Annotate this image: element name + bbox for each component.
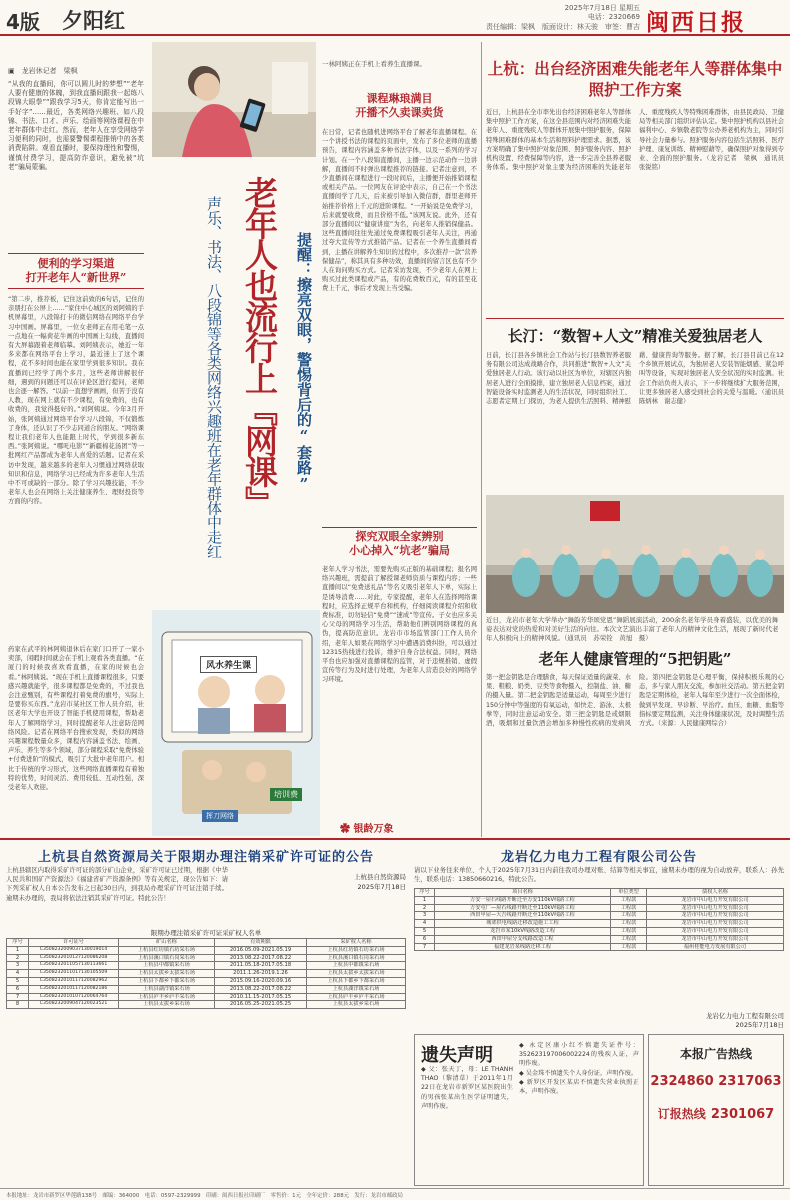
mid-subhead-box bbox=[322, 92, 477, 128]
ad1-signature: 上杭县自然资源局 2025年7月18日 bbox=[354, 873, 406, 891]
table-cell: 2010.11.15-2017.05.15 bbox=[215, 993, 307, 1001]
table-row bbox=[7, 1001, 406, 1009]
table-cell: 龙岩市中山电力开发有限公司 bbox=[647, 904, 784, 912]
ad1-table bbox=[6, 938, 406, 1009]
ad1-body: 上杭县辖区内取得采矿许可证的部分矿山企业，采矿许可证已过期，根据《中华人民共和国矿产资源法》《福建省矿产资源条例》等有关规定，现公告如下：请下列采矿权人自本公告发布之日起30日内，到我局办理采矿许可证注销手续。逾期未办理的，我局将依法注销其采矿许可证。特此公告！ bbox=[6, 867, 228, 902]
ad4-title: 本报广告热线 bbox=[679, 1047, 752, 1061]
table-cell: 2011.05.18-2017.05.18 bbox=[215, 962, 307, 970]
table-cell: 1 bbox=[415, 896, 435, 904]
table-row bbox=[415, 920, 784, 928]
left-byline: ▣ 龙岩休记者 梁枫 bbox=[8, 67, 78, 75]
ad2-table-head bbox=[415, 889, 784, 897]
ad3-box bbox=[414, 1034, 644, 1186]
table-cell: 上杭县太拔乡太拔采石场 bbox=[307, 970, 406, 978]
ad1-table-title: 限期办理注销采矿许可证采矿权人名单 bbox=[150, 929, 262, 937]
table-row bbox=[7, 977, 406, 985]
table-cell: 龙岩市某10kV线路改造工程 bbox=[435, 927, 611, 935]
cartoon-label-feng: 风水养生课 bbox=[200, 656, 257, 673]
header-phone: 电话：2320669 bbox=[587, 13, 640, 21]
right-top-title: 上杭：出台经济困难失能老年人等群体集中照护工作方案 bbox=[487, 59, 783, 99]
table-row bbox=[7, 946, 406, 954]
table-cell: 上杭县红坊镇石坊采石场 bbox=[307, 946, 406, 954]
table-cell: 工程款 bbox=[611, 920, 647, 928]
ad1-col: 许可证号 bbox=[29, 939, 119, 947]
ad1-table-head bbox=[7, 939, 406, 947]
ad3-title: 遗失声明 bbox=[421, 1045, 493, 1066]
table-cell: 上杭县湖洋镇采石场 bbox=[307, 985, 406, 993]
page-header bbox=[0, 0, 790, 36]
table-row bbox=[415, 912, 784, 920]
table-cell: 上杭县庐丰乡庐丰采石场 bbox=[307, 993, 406, 1001]
ad2-col: 序号 bbox=[415, 889, 435, 897]
table-cell: 龙岩市中山电力开发有限公司 bbox=[647, 896, 784, 904]
table-cell: 上杭县湖洋镇采石场 bbox=[119, 985, 215, 993]
page-footer: 本报地址：龙岩市新罗区华莲路138号 邮编：364000 电话：0597-2329999 印刷：闽西日报社印刷厂 零售价：1元 全年定价：288元 发行：龙岩市邮政局 bbox=[0, 1188, 790, 1200]
ad4-box bbox=[648, 1034, 784, 1186]
cartoon-illustration bbox=[152, 610, 320, 836]
ad4-phones: 2324860 2317063 bbox=[650, 1074, 782, 1089]
table-cell: 上杭县溪口镇石岗采石场 bbox=[119, 954, 215, 962]
ad2-table bbox=[414, 888, 784, 951]
ad4-sub-phone: 2301067 bbox=[710, 1107, 775, 1122]
table-cell: 福州桂能电力发展有限公司 bbox=[647, 943, 784, 951]
table-cell: 上杭县红坊镇石坊采石场 bbox=[119, 946, 215, 954]
table-cell: C3508232010117120082186 bbox=[29, 985, 119, 993]
ad2-col: 项目名称 bbox=[435, 889, 611, 897]
table-cell: 龙岩市中山电力开发有限公司 bbox=[647, 935, 784, 943]
page-number: 4版 bbox=[6, 10, 40, 34]
table-cell: 工程款 bbox=[611, 943, 647, 951]
headline-main: 老年人也流行上『网课』 bbox=[240, 176, 279, 517]
table-cell: 2016.05.25-2021.05.25 bbox=[215, 1001, 307, 1009]
table-cell: 龙岩市中山电力开发有限公司 bbox=[647, 912, 784, 920]
ad1-title: 上杭县自然资源局关于限期办理注销采矿许可证的公告 bbox=[37, 850, 374, 865]
table-cell: 龙岩市中山电力开发有限公司 bbox=[647, 927, 784, 935]
table-row bbox=[415, 943, 784, 951]
table-cell: 4 bbox=[415, 920, 435, 928]
left-body-1: “第二步，推荐板，记住这前致的6句话，记住的亲朋打在公屏上……”家住中心城区的刘阿姨的手机屏幕里，八段锦打卡的微信网络在网络平台学习中国画。屏幕里，一位女老师正在用毛笔一点一点地在一幅荷花牛画的中国画上勾线，直播间有大屏幕跟着老师临摹。刘阿姨表示，她近一年多来都在网络平台上学习，最近迷上了这个课程，花不多时间也能在家里学到很多知识。我在直播间已经学了两个多月，这些老师讲解很仔细，遇到的问题还可以在评论区进行提问，老师也会逐一解答。“以前一直想学画画，但苦于没有人教，现在网上就有不少课程，有免费的，也有收费的，我觉得挺好的。”刘阿姨说。今年3月开始，张阿姨通过网络平台学习八段锦，不仅锻炼了身体，还认识了不少志同道合的朋友。“网络课程让我们老年人也能跟上时代，学到很多新东西。”张阿姨说。“哪吒电影”“新疆棉花汤团”等一批网红产品都成为老年人喜爱的话题。记者在采访中发现，越来越多的老年人习惯通过网络获取知识和信息，网络学习已经成为许多老年人生活中不可或缺的一部分。除了学习兴趣技能，不少老年人也会在网络上关注健康养生、理财投资等方面的内容。 bbox=[8, 296, 144, 506]
top-photo-caption-box bbox=[322, 60, 477, 69]
table-cell: 上杭县下都乡下都采石场 bbox=[307, 977, 406, 985]
top-photo bbox=[152, 42, 316, 157]
ad2-col: 单位类型 bbox=[611, 889, 647, 897]
table-cell: 上杭县溪口镇石岗采石场 bbox=[307, 954, 406, 962]
table-cell: C3508232010117120082962 bbox=[29, 977, 119, 985]
table-cell: 1 bbox=[7, 946, 29, 954]
table-row bbox=[415, 935, 784, 943]
table-cell: 万安一屋石线路开断迁至万安110kV线路工程 bbox=[435, 896, 611, 904]
ad1-col: 有效期限 bbox=[215, 939, 307, 947]
table-cell: 福建龙岩某线路迁移工程 bbox=[435, 943, 611, 951]
ad1-col: 采矿权人名称 bbox=[307, 939, 406, 947]
ad4-sub-line bbox=[649, 1103, 783, 1122]
table-cell: 2011.1.26-2019.1.26 bbox=[215, 970, 307, 978]
table-row bbox=[7, 993, 406, 1001]
table-cell: 5 bbox=[415, 927, 435, 935]
table-cell: 西田甲屋分支线路改造工程 bbox=[435, 935, 611, 943]
ad2-title: 龙岩亿力电力工程有限公司公告 bbox=[500, 850, 697, 865]
left-subhead-box bbox=[8, 253, 144, 289]
table-cell: 2 bbox=[415, 904, 435, 912]
page-name: 夕阳红 bbox=[62, 8, 125, 33]
cartoon-brand bbox=[340, 820, 393, 835]
table-cell: 上杭县庐丰乡庐丰采石场 bbox=[119, 993, 215, 1001]
left-body-2: 药家在武平的林阿姨退休后在家门口开了一家小卖部，闲暇时间就会在手机上观看各类直播。“在厦门的时候我喜欢看直播，在家的时候也会看。”林阿姨说。“现在手机上直播课程很多，只要感兴趣就能学，很多课程都是免费的，不过我也会注意甄别，有些课程打着免费的旗号，实际上是要你买东西。”龙岩市某社区工作人员介绍，社区老年大学也开设了智能手机使用课程，帮助老年人了解网络学习，同时提醒老年人注意防范网络风险。记者在网络平台搜索发现，类似的网络兴趣课程数量众多，课程内容涵盖书法、绘画、声乐、养生等多个领域，部分课程采取“免费体验+付费进阶”的模式，吸引了大批中老年用户。相比于传统的学习形式，这些网络直播课程有着独特的优势，时间灵活、费用较低、互动性强，深受老年人欢迎。 bbox=[8, 646, 144, 792]
table-cell: 万安屯厂—屋石线路开断迁至110kV线路工程 bbox=[435, 904, 611, 912]
table-cell: C3508232010107120064764 bbox=[29, 993, 119, 1001]
mid-body-1: 在日常，记者也随机进网络平台了解老年直播课程。在一个讲授书法的课程的页面中，发布了多位老师的直播预告，课程内容涵盖多种书法字体，以及一系列的学习计划。在一个八段锦直播间，主播一边示范动作一边讲解，直播间不时弹出课程推荐的链接。记者注意到，不少直播间在课程进行一段时间后，主播便开始推销课程或相关产品。一位网友在评论中表示，自己在一个书法直播间学了几天，后来被引导加入微信群，群里老师开始推荐价格上千元的进阶课程。“一开始说是免费学习，后来就要收费，而且价格不低。”该网友说。此外，还有部分直播间以“健康讲座”为名，向老年人推销保健品。这些直播间往往先通过免费课程吸引老年人关注，再通过夸大宣传等方式推销产品。记者在一个养生直播间看到，主播在讲解养生知识的过程中，多次推荐一款“营养保健品”，称其具有多种功效，直播间的留言区也有不少人在询问购买方式。记者采访发现，不少老年人在网上购买过此类课程或产品，有的花费数百元，有的甚至花费上千元，事后才发现上当受骗。 bbox=[322, 129, 477, 293]
health-title: 老年人健康管理的“5把钥匙” bbox=[538, 650, 732, 668]
table-cell: C3508232009037130019014 bbox=[29, 946, 119, 954]
column-divider bbox=[481, 42, 482, 837]
ad1-col: 矿山名称 bbox=[119, 939, 215, 947]
table-row bbox=[415, 896, 784, 904]
mid-subhead-box-2 bbox=[322, 527, 477, 561]
cartoon-label-net: 挥刀网络 bbox=[202, 810, 238, 822]
table-cell: 3 bbox=[7, 962, 29, 970]
table-cell: C3508232009047120023521 bbox=[29, 1001, 119, 1009]
table-cell: 上杭县下都乡下都采石场 bbox=[119, 977, 215, 985]
ad2-signature: 龙岩亿力电力工程有限公司 2025年7月18日 bbox=[706, 1012, 784, 1029]
headline-pre: 提醒：擦亮双眼，警惕背后的“套路” bbox=[295, 232, 313, 493]
health-body: 第一把金钥匙是合理膳食，每天保证适量的蔬菜、水果、粗粮、奶类、豆类等食物摄入，控制盐、油、糖的摄入量。第二把金钥匙是适量运动，每周至少进行150分钟中等强度的有氧运动，如快走、游泳、太极拳等，同时注意运动安全。第三把金钥匙是戒烟限酒，吸烟和过量饮酒会增加多种慢性疾病的发病风险。第四把金钥匙是心理平衡，保持积极乐观的心态，多与家人朋友交流，参加社交活动。第五把金钥匙是定期体检，老年人每年至少进行一次全面体检，做到早发现、早诊断、早治疗。血压、血糖、血脂等指标要定期监测，关注身体健康状况，及时调整生活方式。（来源：人民健康网综合） bbox=[486, 674, 784, 728]
table-cell: 8 bbox=[7, 1001, 29, 1009]
table-cell: 4 bbox=[7, 970, 29, 978]
table-cell: 城郊供电线路迁移改造施工工程 bbox=[435, 920, 611, 928]
table-cell: 工程款 bbox=[611, 927, 647, 935]
table-cell: 西田甲屋—大吉线路开断迁至110kV线路工程 bbox=[435, 912, 611, 920]
table-cell: 工程款 bbox=[611, 912, 647, 920]
table-cell: 2 bbox=[7, 954, 29, 962]
table-cell: 工程款 bbox=[611, 904, 647, 912]
left-subhead: 便利的学习渠道 打开老年人“新世界” bbox=[25, 257, 127, 284]
table-cell: 上杭县太拔乡采石场 bbox=[119, 1001, 215, 1009]
cartoon-drawing bbox=[152, 610, 320, 836]
header-date: 2025年7月18日 星期五 bbox=[564, 4, 640, 12]
table-cell: 5 bbox=[7, 977, 29, 985]
table-cell: 2015.09.16-2020.09.16 bbox=[215, 977, 307, 985]
ad3-body-1: ◆ 父：张天丁，母：LE THANH THAO（黎清草）于2011年1月22日在龙岩市新罗区某医院出生的男孩张某出生医学证明遗失，声明作废。 bbox=[421, 1066, 513, 1110]
table-row bbox=[7, 970, 406, 978]
vertical-headline-area bbox=[152, 162, 320, 602]
table-cell: 2013.08.22-2017.08.22 bbox=[215, 954, 307, 962]
table-row bbox=[415, 927, 784, 935]
table-cell: 7 bbox=[7, 993, 29, 1001]
headline-sub: 声乐、书法、八段锦等各类网络兴趣班在老年群体中走红 bbox=[205, 196, 223, 559]
header-info bbox=[540, 4, 640, 22]
ad2-body: 请以下业务往来单位、个人于2025年7月31日内前往我司办理对账、结算等相关事宜，逾期未办理的视为自动放弃，联系人：孙先生，联系电话：13850660216。特此公告。 bbox=[414, 867, 784, 884]
dance-photo bbox=[486, 495, 784, 613]
table-cell: 2013.08.22-2017.08.22 bbox=[215, 985, 307, 993]
cartoon-brand-text: 银龄万象 bbox=[353, 824, 394, 835]
masthead-logo: 闽西日报 bbox=[646, 9, 746, 36]
ad1-col: 序号 bbox=[7, 939, 29, 947]
ad3-body-2: ◆ 永定区康小红不慎遗失证件号：352623197006002224的残疾人证，声明作废。 ◆ 吴金珠不慎遗失个人身份证，声明作废。 ◆ 新罗区开发区某店不慎遗失营业执照正本，声明作废。 bbox=[519, 1042, 639, 1096]
left-lead: “从我的直播间，你可以圆儿时的梦想”“老年人要有健康的体魄，到我直播间跟我一起练八段锦大眼拳”“跟我学习5天，你肯定能写出一手好字”……最近，各类网络兴趣班、如八段锦、书法、口才、声乐、绘画等网络课程在中老年群体中走红。然而，老年人在享受网络学习便利的同时，也需要警惕课程推销中的各类消费陷阱。观看直播时，要保持理性和警惕，谨慎付费学习，提高防诈意识，避免被“坑老”骗局蒙骗。 bbox=[8, 80, 144, 171]
table-cell: 6 bbox=[415, 935, 435, 943]
right-title-2: 长汀：“数智+人文”精准关爱独居老人 bbox=[507, 327, 763, 345]
table-row bbox=[7, 954, 406, 962]
table-row bbox=[415, 904, 784, 912]
table-cell: 上杭县中都镇采石场 bbox=[307, 962, 406, 970]
table-cell: C3508232011057130113661 bbox=[29, 962, 119, 970]
dance-photo-caption: 近日，龙岩市老年大学举办“舞韵芳华颂党恩”舞蹈展演活动，200余名老年学员身着盛装，以优美的舞姿表达对党的热爱和对美好生活的向往。本次文艺演出丰富了老年人的精神文化生活，展现了新时代老年人积极向上的精神风貌。（通讯员 苏荣铨 黄旭 摄） bbox=[486, 616, 779, 642]
cartoon-label-fee: 培训费 bbox=[270, 788, 302, 801]
ad2-col: 债权人名称 bbox=[647, 889, 784, 897]
table-cell: C3508232010127120086208 bbox=[29, 954, 119, 962]
right-top-body: 近日，上杭县在全市率先出台经济困难老年人等群体集中照护工作方案，在这全县范围内对经济困难失能老年人、重度残疾人等群体开展集中照护服务，保障特殊困难群体的基本生活和照料护理需求。据悉，该方案明确了集中照护对象范围、照护服务内容、照护机构设置、经费保障等内容，进一步完善全县养老服务体系。集中照护对象主要为经济困难的失能老年人、重度残疾人等特殊困难群体，由县民政局、卫健局等相关部门组织评估认定。集中照护机构以县社会福利中心、乡镇敬老院等公办养老机构为主，同时引导社会力量参与。照护服务内容包括生活照料、医疗护理、康复训练、精神慰藉等，确保照护对象得到专业、全面的照护服务。（龙岩记者 梁枫 通讯员 张锐铭） bbox=[486, 109, 790, 172]
brand-icon: ✿ bbox=[340, 824, 350, 835]
table-cell: 上杭县太拔乡太拔采石场 bbox=[119, 970, 215, 978]
ad4-sub-label: 订报热线 bbox=[657, 1107, 706, 1121]
right-body-2: 日前，长汀县各乡镇社会工作站与长汀县数智养老服务有限公司达成战略合作，共同推进“数智+人文”关爱独居老人行动。该行动以社区为单位，对辖区内独居老人进行全面摸排，建立独居老人信息档案，通过智能设备实时监测老人的生活状况，同时组织社工、志愿者定期上门探访，为老人提供生活照料、精神慰藉、健康咨询等服务。据了解，长汀县目前已在12个乡镇开展试点，为独居老人安装智能烟感、紧急呼叫等设备，实现对独居老人安全状况的实时监测。社会工作站负责人表示，下一步将继续扩大服务范围，让更多独居老人感受到社会的关爱与温暖。（通讯员 陈炳林 谢志健） bbox=[486, 352, 790, 406]
mid-body-2: 老年人学习书法，需要先购买正版的基础课程；报名网络兴趣班，需提前了解授课老师资质与课程内容；一些直播间以“免费送礼品”等名义吸引老年人下单，实际上是诱导消费……对此，专家提醒，老年人在选择网络课程时，应选择正规平台和机构，仔细阅读课程介绍和收费标准，切勿轻信“免费”“速成”等宣传。子女也应多关心父母的网络学习生活，帮助他们辨别网络课程的真伪，提高防范意识。龙岩市市场监管部门工作人员介绍，老年人如果在网络学习中遭遇消费纠纷，可以通过12315热线进行投诉，维护自身合法权益。同时，网络平台也应加强对直播课程的监管，对于违规推销、虚假宣传等行为及时进行处理，为老年人营造良好的网络学习环境。 bbox=[322, 566, 477, 684]
header-editors: 责任编辑：梁枫 版面设计：林天骏 审签：曹吉 bbox=[486, 23, 640, 31]
mid-subhead-1: 课程琳琅满目 开播不久卖课卖货 bbox=[355, 92, 444, 119]
right-divider-1 bbox=[486, 318, 784, 319]
photo-elder-phone bbox=[152, 42, 316, 157]
mid-subhead-2: 探究双眼全家辨别 小心掉入“坑老”骗局 bbox=[349, 530, 450, 557]
top-photo-caption: 一林阿姨正在手机上看养生直播课。 bbox=[322, 60, 426, 68]
table-cell: 工程款 bbox=[611, 935, 647, 943]
table-cell: 2016.05.09-2021.05.19 bbox=[215, 946, 307, 954]
table-cell: 工程款 bbox=[611, 896, 647, 904]
ads-divider bbox=[0, 838, 790, 840]
ad2-table-wrap bbox=[414, 888, 784, 951]
table-cell: 7 bbox=[415, 943, 435, 951]
table-row bbox=[7, 962, 406, 970]
table-cell: 龙岩市中山电力开发有限公司 bbox=[647, 920, 784, 928]
table-cell: 3 bbox=[415, 912, 435, 920]
ad1-table-wrap bbox=[6, 938, 406, 1009]
photo-dance-stage bbox=[486, 495, 784, 613]
table-cell: C3508232011017130105509 bbox=[29, 970, 119, 978]
table-cell: 6 bbox=[7, 985, 29, 993]
table-cell: 上杭县中都镇采石场 bbox=[119, 962, 215, 970]
table-cell: 上杭县太拔乡采石场 bbox=[307, 1001, 406, 1009]
table-row bbox=[7, 985, 406, 993]
